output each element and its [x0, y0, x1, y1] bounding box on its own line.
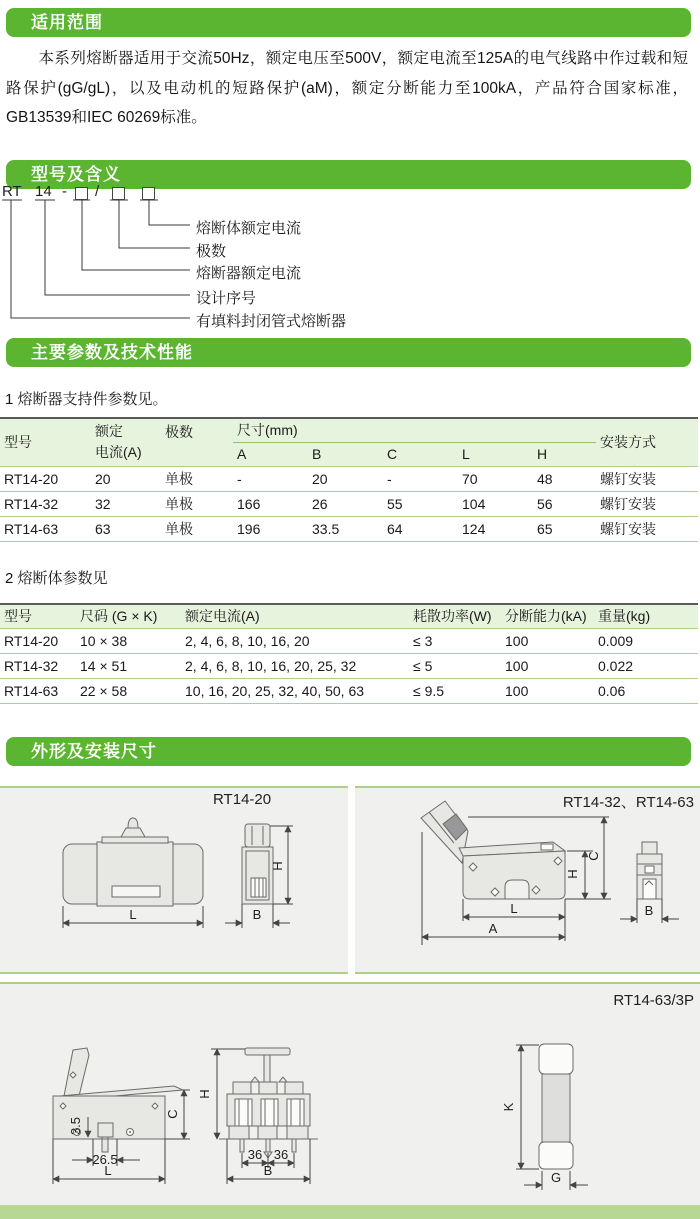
cell: 33.5 [312, 520, 340, 537]
cell: 0.06 [598, 682, 626, 699]
cell: 26 [312, 495, 328, 512]
cell: 2, 4, 6, 8, 10, 16, 20 [185, 632, 310, 649]
cell: 20 [312, 470, 328, 487]
model-code-design: 14 [35, 183, 52, 200]
col-header-weight: 重量(kg) [594, 604, 698, 628]
model-diagram [0, 183, 700, 335]
cell: 124 [462, 520, 486, 537]
dim-label-c: C [586, 851, 601, 861]
cell: - [387, 470, 392, 487]
section-title: 型号及含义 [31, 165, 121, 184]
cell: 65 [537, 520, 553, 537]
table2-caption: 2 熔断体参数见 [5, 570, 108, 587]
cell: 166 [237, 495, 261, 512]
col-header-rated-current [91, 418, 161, 466]
drawing-rt14-32-63 [355, 790, 700, 974]
section-title: 外形及安装尺寸 [31, 742, 157, 761]
dim-label-k: K [501, 1102, 516, 1112]
cell: - [237, 470, 242, 487]
col-header-size-code: 尺码 (G × K) [76, 604, 181, 628]
support-parameters-table [0, 417, 698, 542]
cell: 100 [505, 682, 529, 699]
table-row [0, 678, 698, 703]
table1-caption: 1 熔断器支持件参数见。 [5, 391, 168, 408]
panel-title-rt14-32-63: RT14-32、RT14-63 [562, 794, 694, 811]
cell: ≤ 9.5 [413, 682, 445, 699]
drawing-rt14-63-3p [0, 986, 700, 1207]
col-header-poles: 极数 [161, 418, 233, 466]
dim-label-b: B [263, 1163, 273, 1178]
table-row [0, 653, 698, 678]
model-diagram-label: 设计序号 [196, 290, 257, 307]
dim-label-b: B [644, 903, 654, 918]
col-header-rated-line2: 电流(A) [95, 444, 142, 461]
front-view [242, 824, 273, 904]
dim-label-h: H [565, 869, 580, 879]
side-view-lever [53, 1048, 183, 1152]
model-diagram-label: 熔断器额定电流 [196, 265, 302, 282]
cell: 0.009 [598, 632, 634, 649]
cell: 20 [95, 470, 111, 487]
dim-label-a: A [488, 921, 498, 936]
dim-label-l: L [129, 907, 137, 922]
front-view [637, 842, 662, 899]
cell: 螺钉安装 [600, 520, 657, 537]
cell: 10, 16, 20, 25, 32, 40, 50, 63 [185, 682, 365, 699]
cell: 63 [95, 520, 111, 537]
cell: 100 [505, 657, 529, 674]
fuse-link-view [539, 1044, 573, 1169]
col-header-dim-h: H [533, 442, 596, 466]
drawing-panel-rt14-63-3p [0, 982, 700, 1205]
cell: 32 [95, 495, 111, 512]
cell: 单极 [165, 470, 193, 487]
bottom-strip [0, 1205, 700, 1219]
dim-label-l: L [510, 901, 518, 916]
section-bar-parameters [6, 338, 691, 367]
fuse-body [459, 842, 565, 899]
dim-label-h: H [270, 861, 285, 871]
col-header-size: 尺寸(mm) [233, 418, 596, 442]
cell: 55 [387, 495, 403, 512]
section-title: 主要参数及技术性能 [31, 343, 193, 362]
cell: RT14-63 [4, 682, 59, 699]
dim-label-26-5: 26.5 [92, 1152, 118, 1167]
cell: 单极 [165, 520, 193, 537]
dim-label-36b: 36 [273, 1147, 289, 1162]
drawing-panel-rt14-20 [0, 786, 348, 974]
cell: RT14-20 [4, 632, 59, 649]
model-code-box [75, 187, 88, 200]
side-view [63, 818, 203, 906]
cell: 56 [537, 495, 553, 512]
panel-title-rt14-63-3p: RT14-63/3P [613, 992, 694, 1009]
col-header-dim-a: A [233, 442, 308, 466]
dim-label-c: C [165, 1109, 180, 1119]
cell: ≤ 5 [413, 657, 433, 674]
cell: 2, 4, 6, 8, 10, 16, 20, 25, 32 [185, 657, 357, 674]
model-diagram-label: 有填料封闭管式熔断器 [196, 313, 347, 330]
cell: 48 [537, 470, 553, 487]
fuselink-parameters-table [0, 603, 698, 704]
col-header-breaking-capacity: 分断能力(kA) [501, 604, 594, 628]
cell: 196 [237, 520, 261, 537]
cell: ≤ 3 [413, 632, 433, 649]
dim-label-h: H [197, 1089, 212, 1099]
cell: 14 × 51 [80, 657, 128, 674]
cell: 70 [462, 470, 478, 487]
table-row [0, 466, 698, 491]
col-header-model: 型号 [0, 604, 76, 628]
model-code-box [112, 187, 125, 200]
fuse-open-lid [421, 801, 468, 863]
drawing-rt14-20 [0, 790, 348, 974]
panel-title-rt14-20: RT14-20 [213, 791, 272, 808]
col-header-model: 型号 [0, 418, 91, 466]
section-bar-scope [6, 8, 691, 37]
intro-paragraph: 本系列熔断器适用于交流50Hz，额定电压至500V，额定电流至125A的电气线路中作过载和短路保护(gG/gL)，以及电动机的短路保护(aM)，额定分断能力至100kA，产品符合国家标准，GB13539和IEC 60269标准。 [6, 50, 688, 126]
cell: RT14-20 [4, 470, 59, 487]
cell: RT14-32 [4, 495, 59, 512]
col-header-mount: 安装方式 [596, 418, 698, 466]
model-code-box [142, 187, 155, 200]
col-header-rated-current: 额定电流(A) [181, 604, 409, 628]
col-header-rated-line1: 额定 [95, 423, 123, 440]
cell: 单极 [165, 495, 193, 512]
dim-label-36a: 36 [247, 1147, 263, 1162]
cell: 22 × 58 [80, 682, 128, 699]
model-code-slash: / [95, 183, 100, 200]
cell: 0.022 [598, 657, 634, 674]
cell: 10 × 38 [80, 632, 128, 649]
col-header-dim-b: B [308, 442, 383, 466]
col-header-power-dissipation: 耗散功率(W) [409, 604, 501, 628]
cell: RT14-63 [4, 520, 59, 537]
model-diagram-lines [0, 183, 700, 335]
cell: 64 [387, 520, 403, 537]
dim-label-g: G [550, 1170, 562, 1185]
table-row [0, 491, 698, 516]
cell: 100 [505, 632, 529, 649]
model-code-dash: - [62, 183, 67, 200]
section-title: 适用范围 [31, 13, 103, 32]
table-row [0, 516, 698, 541]
cell: 螺钉安装 [600, 495, 657, 512]
front-view-handle [219, 1048, 318, 1158]
drawing-panel-rt14-32-63 [355, 786, 700, 974]
dim-label-3-5: 3.5 [68, 1116, 83, 1136]
col-header-dim-c: C [383, 442, 458, 466]
col-header-dim-l: L [458, 442, 533, 466]
model-diagram-label: 极数 [196, 243, 227, 260]
model-diagram-label: 熔断体额定电流 [196, 220, 302, 237]
cell: 104 [462, 495, 486, 512]
table-row [0, 628, 698, 653]
cell: RT14-32 [4, 657, 59, 674]
dim-label-l: L [104, 1163, 112, 1178]
section-bar-dimensions [6, 737, 691, 766]
dim-label-b: B [252, 907, 262, 922]
cell: 螺钉安装 [600, 470, 657, 487]
model-code-prefix: RT [2, 183, 22, 200]
